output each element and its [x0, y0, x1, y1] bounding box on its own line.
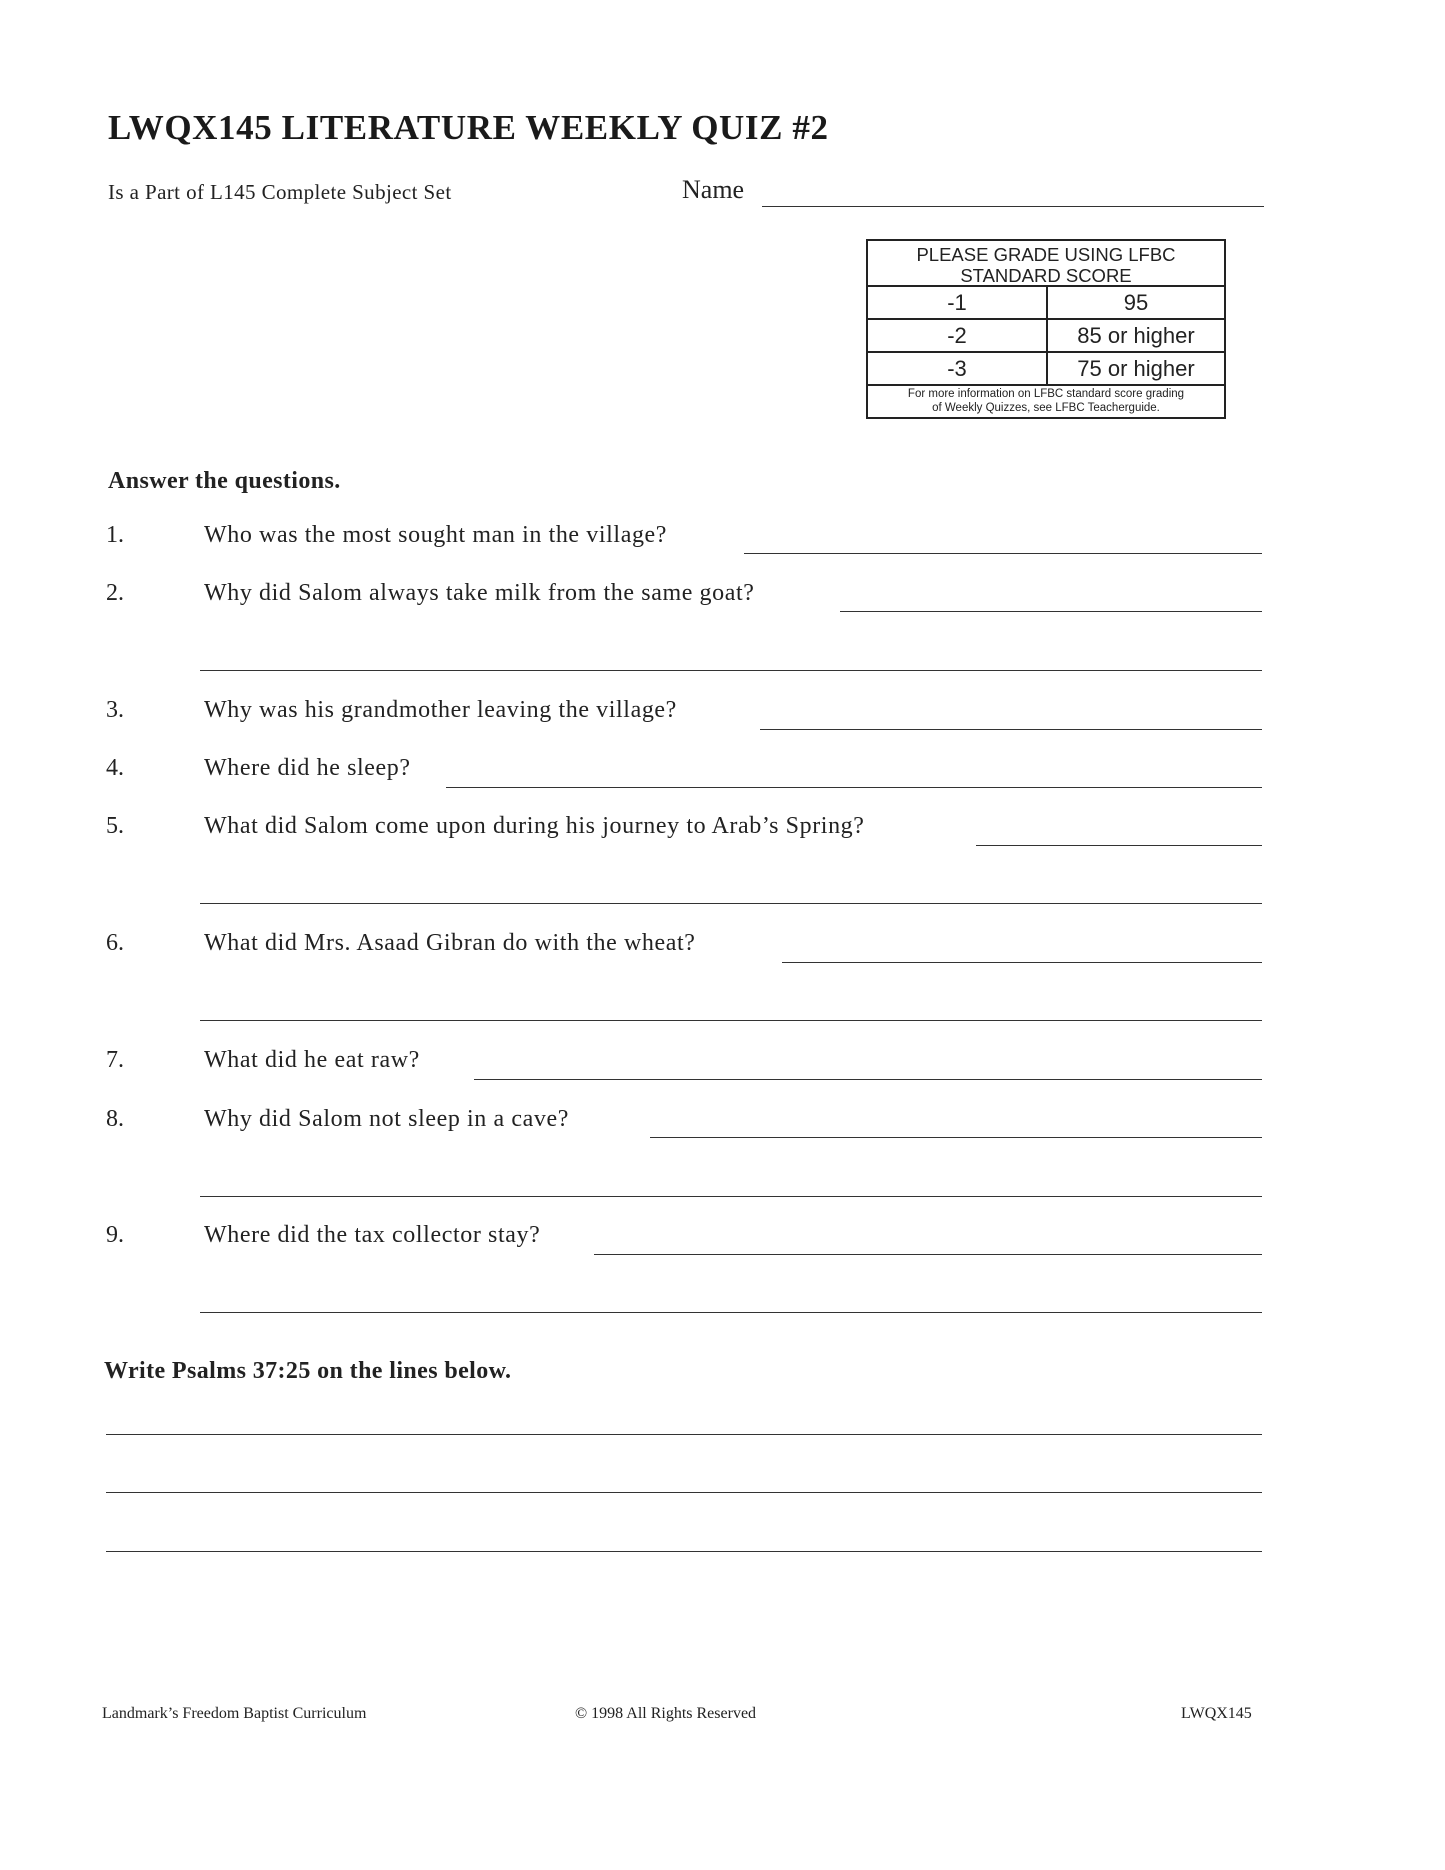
name-field[interactable]	[762, 206, 1264, 207]
answer-line[interactable]	[474, 1079, 1262, 1080]
answer-line[interactable]	[446, 787, 1262, 788]
question-number: 5.	[106, 813, 124, 839]
psalm-writing-line[interactable]	[106, 1434, 1262, 1435]
grading-note	[868, 386, 1224, 415]
answer-line[interactable]	[200, 670, 1262, 671]
footer-code: LWQX145	[1181, 1705, 1252, 1722]
grading-note-line2: of Weekly Quizzes, see LFBC Teacherguide.	[932, 402, 1160, 414]
question-text: Why was his grandmother leaving the village?	[204, 697, 677, 723]
question-number: 4.	[106, 755, 124, 781]
grading-row	[868, 353, 1224, 386]
deduction-cell: -2	[868, 320, 1048, 351]
score-cell: 75 or higher	[1077, 356, 1195, 381]
answer-line[interactable]	[744, 553, 1262, 554]
question-number: 7.	[106, 1047, 124, 1073]
grading-row	[868, 287, 1224, 320]
question-number: 9.	[106, 1222, 124, 1248]
score-cell: 95	[1123, 290, 1149, 315]
grading-table	[866, 239, 1226, 419]
question-text: What did Salom come upon during his journey to Arab’s Spring?	[204, 813, 865, 839]
questions-heading: Answer the questions.	[108, 468, 341, 494]
grading-note-line1: For more information on LFBC standard score grading	[907, 388, 1185, 400]
answer-line[interactable]	[200, 1020, 1262, 1021]
deduction-cell: -3	[868, 353, 1048, 384]
answer-line[interactable]	[594, 1254, 1262, 1255]
psalm-writing-line[interactable]	[106, 1492, 1262, 1493]
question-number: 1.	[106, 522, 124, 548]
question-number: 3.	[106, 697, 124, 723]
name-label: Name	[682, 175, 745, 204]
footer-publisher: Landmark’s Freedom Baptist Curriculum	[102, 1705, 367, 1722]
answer-line[interactable]	[200, 903, 1262, 904]
psalm-writing-line[interactable]	[106, 1551, 1262, 1552]
answer-line[interactable]	[760, 729, 1262, 730]
question-text: Why did Salom always take milk from the same goat?	[204, 580, 755, 606]
answer-line[interactable]	[976, 845, 1262, 846]
psalm-heading: Write Psalms 37:25 on the lines below.	[104, 1358, 512, 1384]
answer-line[interactable]	[200, 1196, 1262, 1197]
question-text: Why did Salom not sleep in a cave?	[204, 1106, 569, 1132]
question-text: Who was the most sought man in the village?	[204, 522, 668, 548]
grading-heading-line1: PLEASE GRADE USING LFBC	[916, 244, 1176, 265]
grading-table-heading	[868, 241, 1224, 287]
question-number: 2.	[106, 580, 124, 606]
page-title: LWQX145 LITERATURE WEEKLY QUIZ #2	[108, 108, 829, 147]
question-text: What did Mrs. Asaad Gibran do with the wheat?	[204, 930, 696, 956]
grading-row	[868, 320, 1224, 353]
question-text: Where did the tax collector stay?	[204, 1222, 541, 1248]
page-subtitle: Is a Part of L145 Complete Subject Set	[108, 180, 452, 204]
deduction-cell: -1	[868, 287, 1048, 318]
question-number: 6.	[106, 930, 124, 956]
footer-copyright: © 1998 All Rights Reserved	[575, 1705, 757, 1722]
answer-line[interactable]	[650, 1137, 1262, 1138]
answer-line[interactable]	[200, 1312, 1262, 1313]
score-cell: 85 or higher	[1077, 323, 1195, 348]
question-text: Where did he sleep?	[204, 755, 411, 781]
answer-line[interactable]	[782, 962, 1262, 963]
answer-line[interactable]	[840, 611, 1262, 612]
question-text: What did he eat raw?	[204, 1047, 420, 1073]
grading-heading-line2: STANDARD SCORE	[960, 265, 1132, 286]
question-number: 8.	[106, 1106, 124, 1132]
